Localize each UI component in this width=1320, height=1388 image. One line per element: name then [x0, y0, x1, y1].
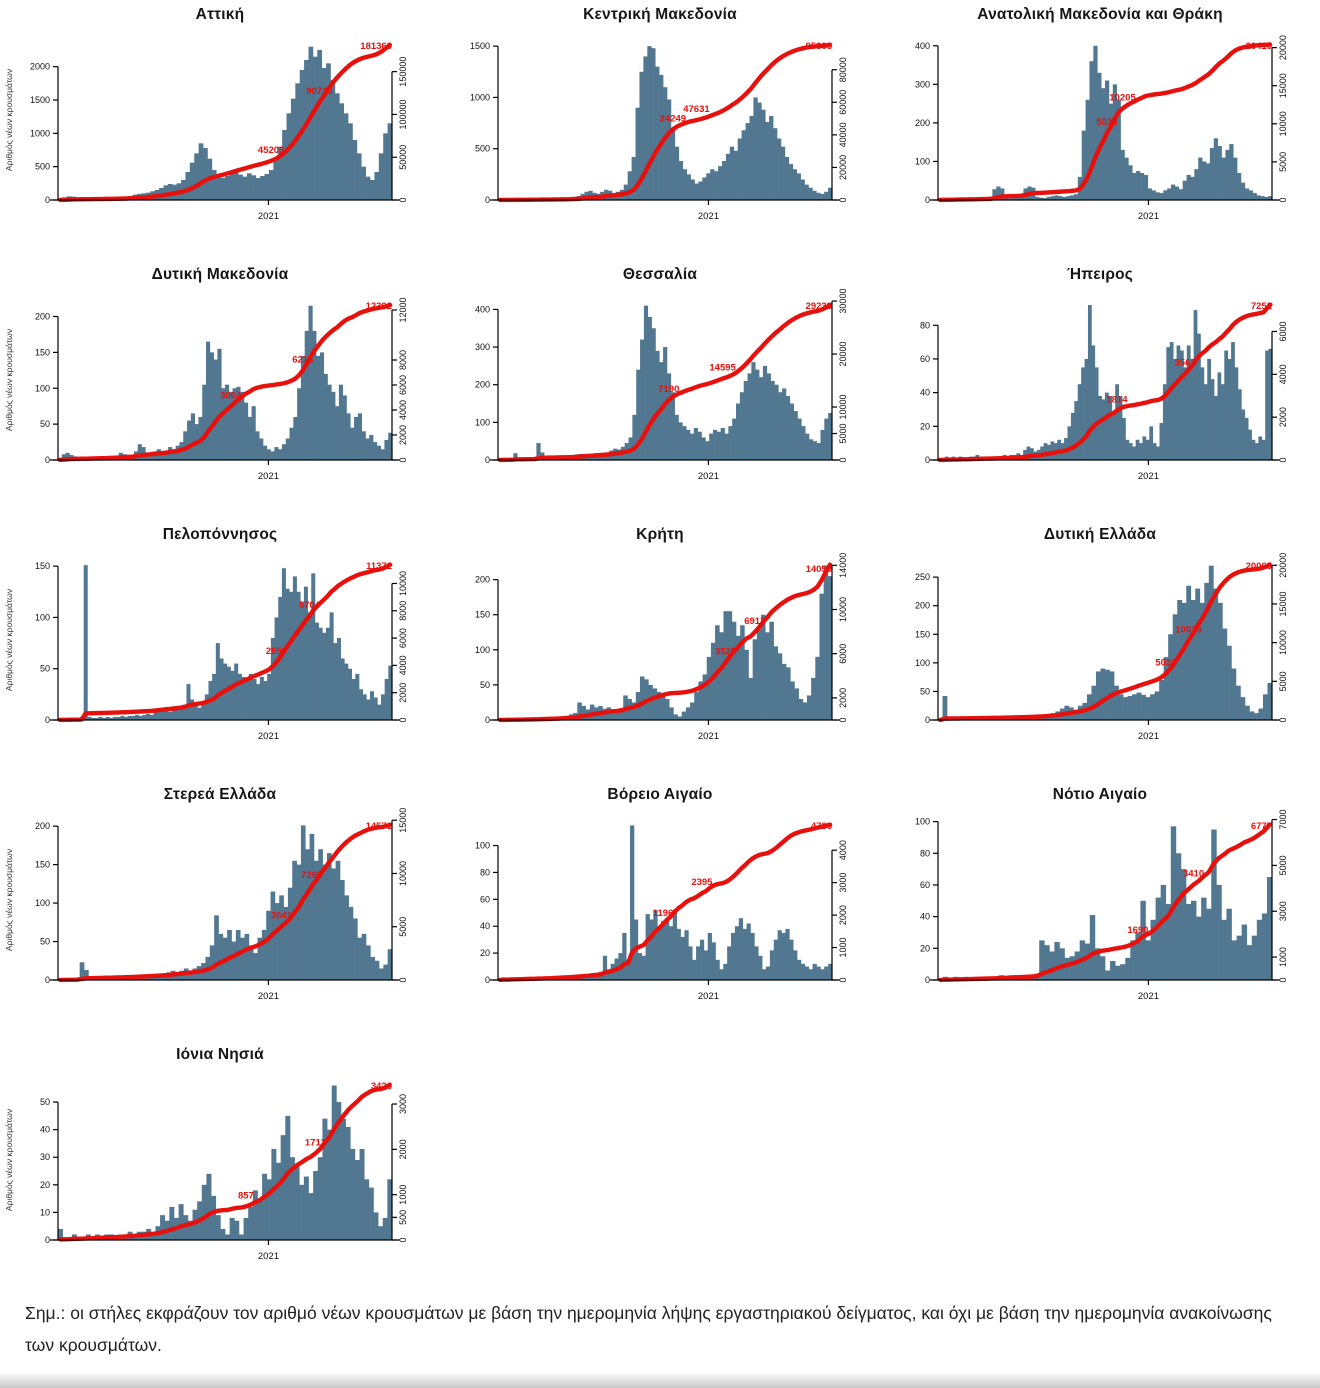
- chart-svg: [0, 28, 440, 241]
- chart-figure: [880, 786, 1320, 1021]
- right-tick-label: 6000: [398, 375, 408, 395]
- right-tick-label: 0: [838, 977, 848, 982]
- cumulative-annotation: 6777: [1251, 821, 1272, 832]
- right-tick-label: 0: [398, 977, 408, 982]
- chart-title: Κρήτη: [440, 526, 880, 548]
- right-tick-label: 20000: [1278, 35, 1288, 60]
- left-tick-label: 300: [915, 79, 930, 89]
- x-tick-label: 2021: [258, 471, 279, 482]
- left-tick-label: 100: [915, 658, 930, 668]
- left-tick-label: 0: [45, 455, 50, 465]
- cumulative-annotation: 3641: [271, 910, 293, 921]
- left-tick-label: 100: [35, 383, 50, 393]
- cumulative-annotation: 857: [238, 1190, 254, 1201]
- left-tick-label: 0: [485, 455, 490, 465]
- chart-title: Δυτική Ελλάδα: [880, 526, 1320, 548]
- right-tick-label: 40000: [838, 122, 848, 147]
- left-tick-label: 0: [925, 975, 930, 985]
- right-tick-label: 0: [398, 1237, 408, 1242]
- cumulative-annotation: 11372: [366, 561, 392, 572]
- chart-svg: [880, 288, 1320, 501]
- cumulative-annotation: 1690: [1127, 925, 1148, 936]
- bars-series: [58, 306, 392, 460]
- right-tick-label: 3000: [1278, 901, 1288, 921]
- cumulative-annotation: 1814: [1106, 394, 1128, 405]
- left-tick-label: 0: [45, 1235, 50, 1245]
- bars-series: [58, 1086, 392, 1240]
- chart-title: Αττική: [0, 6, 440, 28]
- left-tick-label: 200: [475, 575, 490, 585]
- left-tick-label: 60: [480, 894, 490, 904]
- y-axis-label: Αριθμός νέων κρουσμάτων: [4, 849, 14, 951]
- left-tick-label: 40: [480, 921, 490, 931]
- chart-title: Δυτική Μακεδονία: [0, 266, 440, 288]
- right-tick-label: 2000: [838, 905, 848, 925]
- left-tick-label: 20: [480, 948, 490, 958]
- right-tick-label: 60000: [838, 90, 848, 115]
- chart-svg: [0, 1068, 440, 1281]
- left-tick-label: 100: [915, 817, 930, 827]
- right-tick-label: 1000: [398, 1185, 408, 1205]
- chart-title: Ανατολική Μακεδονία και Θράκη: [880, 6, 1320, 28]
- bars-series: [938, 826, 1272, 980]
- left-tick-label: 50: [40, 1097, 50, 1107]
- chart-figure: [440, 786, 880, 1021]
- chart-svg: [880, 808, 1320, 1021]
- left-tick-label: 50: [480, 680, 490, 690]
- left-tick-label: 80: [920, 320, 930, 330]
- footer-gradient: [0, 1372, 1320, 1388]
- left-tick-label: 60: [920, 354, 930, 364]
- cumulative-annotation: 6912: [744, 616, 765, 627]
- left-tick-label: 1000: [470, 92, 490, 102]
- right-tick-label: 5000: [1278, 671, 1288, 691]
- cumulative-annotation: 14571: [366, 821, 393, 832]
- right-tick-label: 15000: [1278, 591, 1288, 616]
- cumulative-annotation: 20410: [1246, 41, 1272, 52]
- left-tick-label: 200: [915, 601, 930, 611]
- chart-figure: [0, 1046, 440, 1281]
- right-tick-label: 0: [1278, 977, 1288, 982]
- chart-title: Ιόνια Νησιά: [0, 1046, 440, 1068]
- right-tick-label: 4000: [398, 400, 408, 420]
- cumulative-annotation: 10016: [1175, 624, 1201, 635]
- left-tick-label: 100: [475, 417, 490, 427]
- left-tick-label: 100: [35, 612, 50, 622]
- bars-series: [58, 565, 392, 720]
- chart-svg: [440, 28, 880, 241]
- right-tick-label: 0: [838, 197, 848, 202]
- left-tick-label: 0: [45, 715, 50, 725]
- left-tick-label: 150: [35, 860, 50, 870]
- left-tick-label: 40: [40, 1125, 50, 1135]
- right-tick-label: 20000: [838, 155, 848, 180]
- left-tick-label: 0: [45, 195, 50, 205]
- cumulative-annotation: 24249: [660, 113, 686, 124]
- right-tick-label: 10000: [838, 597, 848, 622]
- cumulative-annotation: 4786: [811, 821, 832, 832]
- cumulative-annotation: 12392: [366, 301, 392, 312]
- right-tick-label: 10000: [1278, 111, 1288, 136]
- right-tick-label: 14000: [838, 553, 848, 578]
- left-tick-label: 50: [40, 664, 50, 674]
- left-tick-label: 100: [475, 645, 490, 655]
- chart-svg: [0, 548, 440, 761]
- right-tick-label: 0: [1278, 717, 1288, 722]
- cumulative-annotation: 6216: [292, 354, 313, 365]
- left-tick-label: 2000: [30, 62, 50, 72]
- bars-series: [498, 825, 832, 980]
- left-tick-label: 50: [40, 419, 50, 429]
- chart-figure: [880, 266, 1320, 501]
- chart-title: Στερεά Ελλάδα: [0, 786, 440, 808]
- left-tick-label: 50: [920, 686, 930, 696]
- right-tick-label: 0: [398, 197, 408, 202]
- right-tick-label: 3000: [838, 873, 848, 893]
- right-tick-label: 6000: [398, 628, 408, 648]
- left-tick-label: 200: [915, 118, 930, 128]
- left-tick-label: 50: [40, 937, 50, 947]
- chart-figure: [440, 266, 880, 501]
- cumulative-annotation: 7252: [1251, 301, 1272, 312]
- left-tick-label: 100: [475, 841, 490, 851]
- right-tick-label: 0: [1278, 457, 1288, 462]
- right-tick-label: 0: [838, 457, 848, 462]
- right-tick-label: 1000: [1278, 947, 1288, 967]
- left-tick-label: 0: [485, 975, 490, 985]
- cumulative-annotation: 3525: [715, 646, 737, 657]
- chart-title: Θεσσαλία: [440, 266, 880, 288]
- right-tick-label: 2000: [398, 683, 408, 703]
- chart-svg: [440, 548, 880, 761]
- right-tick-label: 6000: [1278, 321, 1288, 341]
- right-tick-label: 5000: [1278, 855, 1288, 875]
- left-tick-label: 20: [40, 1180, 50, 1190]
- left-tick-label: 20: [920, 421, 930, 431]
- left-tick-label: 0: [485, 195, 490, 205]
- x-tick-label: 2021: [1138, 211, 1159, 222]
- y-axis-label: Αριθμός νέων κρουσμάτων: [4, 1109, 14, 1211]
- right-tick-label: 0: [398, 457, 408, 462]
- right-tick-label: 8000: [398, 350, 408, 370]
- bars-series: [498, 566, 832, 720]
- right-tick-label: 150000: [398, 57, 408, 87]
- right-tick-label: 7000: [1278, 810, 1288, 830]
- cumulative-annotation: 5032: [1155, 658, 1176, 669]
- right-tick-label: 0: [398, 717, 408, 722]
- chart-title: Ήπειρος: [880, 266, 1320, 288]
- chart-figure: [0, 6, 440, 241]
- cumulative-annotation: 47631: [683, 104, 710, 115]
- right-tick-label: 4000: [398, 655, 408, 675]
- left-tick-label: 150: [35, 347, 50, 357]
- right-tick-label: 20000: [1278, 553, 1288, 578]
- x-tick-label: 2021: [1138, 991, 1159, 1002]
- right-tick-label: 8000: [398, 601, 408, 621]
- left-tick-label: 0: [485, 715, 490, 725]
- x-tick-label: 2021: [698, 731, 719, 742]
- y-axis-label: Αριθμός νέων κρουσμάτων: [4, 329, 14, 431]
- right-tick-label: 5000: [838, 423, 848, 443]
- left-tick-label: 30: [40, 1152, 50, 1162]
- cumulative-annotation: 14595: [709, 363, 736, 374]
- left-tick-label: 100: [35, 898, 50, 908]
- y-axis-label: Αριθμός νέων κρουσμάτων: [4, 69, 14, 171]
- chart-svg: [880, 548, 1320, 761]
- right-tick-label: 12000: [398, 297, 408, 322]
- left-tick-label: 40: [920, 388, 930, 398]
- right-tick-label: 4000: [838, 840, 848, 860]
- left-tick-label: 100: [915, 156, 930, 166]
- cumulative-annotation: 3064: [220, 390, 242, 401]
- left-tick-label: 1500: [30, 95, 50, 105]
- left-tick-label: 1500: [470, 41, 490, 51]
- chart-figure: [440, 6, 880, 241]
- x-tick-label: 2021: [258, 1251, 279, 1262]
- left-tick-label: 80: [920, 848, 930, 858]
- chart-svg: [440, 288, 880, 501]
- chart-title: Βόρειο Αιγαίο: [440, 786, 880, 808]
- left-tick-label: 300: [475, 342, 490, 352]
- left-tick-label: 1000: [30, 128, 50, 138]
- left-tick-label: 400: [915, 41, 930, 51]
- left-tick-label: 0: [925, 455, 930, 465]
- left-tick-label: 0: [925, 715, 930, 725]
- left-tick-label: 200: [475, 380, 490, 390]
- cumulative-annotation: 7190: [658, 384, 679, 395]
- left-tick-label: 200: [35, 312, 50, 322]
- right-tick-label: 15000: [398, 808, 408, 833]
- right-tick-label: 50000: [398, 145, 408, 170]
- chart-figure: [880, 6, 1320, 241]
- cumulative-annotation: 90716: [306, 86, 332, 97]
- right-tick-label: 0: [1278, 197, 1288, 202]
- right-tick-label: 10000: [1278, 630, 1288, 655]
- right-tick-label: 1000: [838, 938, 848, 958]
- right-tick-label: 2000: [398, 425, 408, 445]
- right-tick-label: 6000: [838, 644, 848, 664]
- right-tick-label: 10000: [398, 571, 408, 596]
- right-tick-label: 2000: [838, 688, 848, 708]
- x-tick-label: 2021: [1138, 731, 1159, 742]
- left-tick-label: 500: [35, 162, 50, 172]
- x-tick-label: 2021: [258, 991, 279, 1002]
- chart-title: Κεντρική Μακεδονία: [440, 6, 880, 28]
- cumulative-annotation: 29233: [806, 301, 832, 312]
- x-tick-label: 2021: [258, 211, 279, 222]
- x-tick-label: 2021: [698, 471, 719, 482]
- x-tick-label: 2021: [698, 991, 719, 1002]
- left-tick-label: 40: [920, 912, 930, 922]
- bars-series: [938, 305, 1272, 460]
- right-tick-label: 3000: [398, 1094, 408, 1114]
- cumulative-annotation: 1196: [653, 908, 674, 919]
- cumulative-annotation: 5036: [1096, 117, 1117, 128]
- cumulative-annotation: 7285: [301, 870, 323, 881]
- right-tick-label: 500: [398, 1210, 408, 1225]
- cumulative-annotation: 95308: [806, 41, 832, 52]
- chart-svg: [0, 808, 440, 1021]
- right-tick-label: 4000: [1278, 364, 1288, 384]
- right-tick-label: 0: [838, 717, 848, 722]
- cumulative-annotation: 14059: [806, 564, 832, 575]
- cumulative-annotation: 1713: [305, 1137, 326, 1148]
- left-tick-label: 0: [45, 975, 50, 985]
- left-tick-label: 250: [915, 572, 930, 582]
- right-tick-label: 20000: [838, 342, 848, 367]
- footnote: Σημ.: οι στήλες εκφράζουν τον αριθμό νέων κρουσμάτων με βάση την ημερομηνία λήψης εργαστηριακού δείγματος, και όχι με βάση την ημερομηνία ανακοίνωσης των κρουσμάτων.: [25, 1297, 1295, 1362]
- cumulative-annotation: 3561: [1175, 358, 1197, 369]
- y-axis-label: Αριθμός νέων κρουσμάτων: [4, 589, 14, 691]
- right-tick-label: 5000: [1278, 152, 1288, 172]
- chart-figure: [0, 786, 440, 1021]
- chart-svg: [880, 28, 1320, 241]
- right-tick-label: 30000: [838, 289, 848, 314]
- right-tick-label: 80000: [838, 57, 848, 82]
- cumulative-annotation: 45203: [258, 145, 284, 156]
- x-tick-label: 2021: [258, 731, 279, 742]
- left-tick-label: 400: [475, 304, 490, 314]
- cumulative-annotation: 20065: [1246, 561, 1273, 572]
- x-tick-label: 2021: [1138, 471, 1159, 482]
- right-tick-label: 10000: [398, 861, 408, 886]
- left-tick-label: 80: [480, 867, 490, 877]
- left-tick-label: 200: [35, 821, 50, 831]
- chart-figure: [0, 526, 440, 761]
- cumulative-annotation: 5704: [299, 600, 321, 611]
- left-tick-label: 60: [920, 880, 930, 890]
- right-tick-label: 2000: [398, 1139, 408, 1159]
- cumulative-annotation: 3410: [1183, 869, 1204, 880]
- chart-title: Νότιο Αιγαίο: [880, 786, 1320, 808]
- left-tick-label: 10: [40, 1207, 50, 1217]
- cumulative-annotation: 3426: [371, 1081, 392, 1092]
- left-tick-label: 0: [925, 195, 930, 205]
- left-tick-label: 500: [475, 144, 490, 154]
- chart-title: Πελοπόννησος: [0, 526, 440, 548]
- cumulative-annotation: 181360: [360, 41, 392, 52]
- cumulative-annotation: 2395: [691, 877, 713, 888]
- chart-figure: [0, 266, 440, 501]
- chart-svg: [440, 808, 880, 1021]
- x-tick-label: 2021: [698, 211, 719, 222]
- left-tick-label: 20: [920, 943, 930, 953]
- left-tick-label: 150: [35, 561, 50, 571]
- chart-figure: [880, 526, 1320, 761]
- chart-figure: [440, 526, 880, 761]
- left-tick-label: 150: [915, 629, 930, 639]
- right-tick-label: 10000: [838, 395, 848, 420]
- chart-svg: [0, 288, 440, 501]
- cumulative-annotation: 10205: [1109, 93, 1136, 104]
- left-tick-label: 150: [475, 610, 490, 620]
- right-tick-label: 15000: [1278, 73, 1288, 98]
- cumulative-annotation: 2850: [266, 646, 287, 657]
- right-tick-label: 100000: [398, 99, 408, 129]
- right-tick-label: 5000: [398, 917, 408, 937]
- right-tick-label: 2000: [1278, 407, 1288, 427]
